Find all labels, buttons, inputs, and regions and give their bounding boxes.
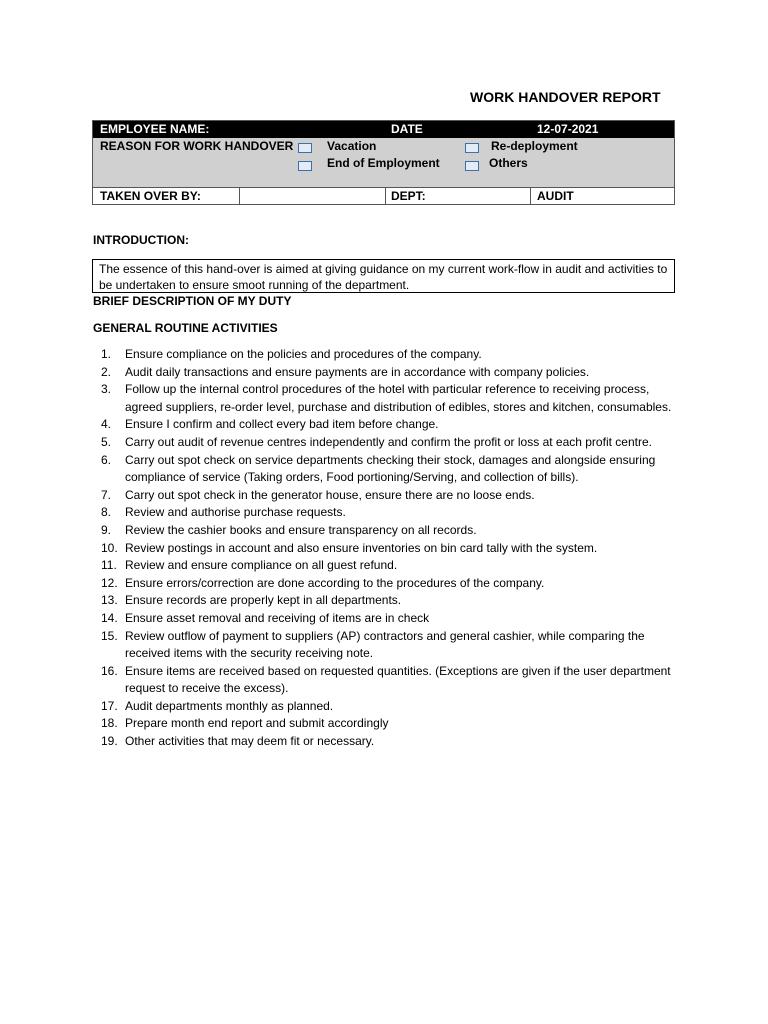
list-item-number: 15. [101, 628, 118, 643]
list-item-text: Ensure asset removal and receiving of items are in check [125, 610, 430, 625]
list-item-text: Follow up the internal control procedures of the hotel with particular reference to receiving process, agreed suppliers, re-order level, purchase and distribution of edibles, stores and kitchen, consumables. [125, 382, 672, 414]
list-item-text: Audit daily transactions and ensure payments are in accordance with company policies. [125, 364, 590, 379]
list-item [92, 364, 682, 382]
list-item [92, 522, 682, 540]
cell-divider [239, 188, 240, 205]
list-item-number: 2. [101, 364, 112, 379]
list-item [92, 715, 682, 733]
list-item-text: Ensure errors/correction are done according to the procedures of the company. [125, 575, 545, 590]
list-item-number: 1. [101, 347, 112, 361]
others-label: Others [489, 156, 528, 170]
list-item [92, 434, 682, 452]
list-item-text: Ensure records are properly kept in all departments. [125, 593, 402, 608]
list-item-text: Carry out spot check on service departments checking their stock, damages and alongside ensuring compliance of service (Taking orders, Food portioning/Serving, and collection of bills). [125, 452, 656, 485]
list-item-number: 18. [101, 716, 118, 731]
list-item [92, 592, 682, 610]
list-item-number: 9. [101, 522, 112, 537]
list-item-text: Prepare month end report and submit accordingly [125, 716, 389, 731]
list-item-number: 3. [101, 382, 112, 397]
list-item-text: Review and authorise purchase requests. [125, 505, 346, 520]
employee-row [93, 121, 674, 138]
duty-heading: BRIEF DESCRIPTION OF MY DUTY [93, 294, 292, 308]
handover-header-table [92, 120, 675, 205]
cell-divider [385, 188, 386, 205]
vacation-label: Vacation [327, 139, 377, 153]
list-item [92, 628, 682, 663]
end-of-employment-checkbox[interactable] [298, 161, 312, 171]
date-value: 12-07-2021 [537, 122, 599, 136]
employee-name-label: EMPLOYEE NAME: [100, 122, 210, 136]
introduction-heading: INTRODUCTION: [93, 233, 189, 247]
list-item-number: 11. [101, 558, 117, 573]
list-item-number: 8. [101, 505, 112, 520]
reason-label: REASON FOR WORK HANDOVER [100, 139, 294, 153]
list-item [92, 663, 682, 698]
list-item-number: 19. [101, 734, 118, 749]
list-item-text: Review postings in account and also ensure inventories on bin card tally with the system. [125, 540, 598, 555]
list-item [92, 381, 682, 416]
list-item [92, 504, 682, 522]
list-item [92, 698, 682, 716]
list-item-number: 13. [101, 593, 118, 608]
dept-label: DEPT: [391, 189, 426, 203]
routine-activities-list [92, 346, 682, 751]
list-item-text: Carry out spot check in the generator house, ensure there are no loose ends. [125, 487, 535, 502]
date-label: DATE [391, 122, 423, 136]
list-item [92, 557, 682, 575]
list-item-number: 4. [101, 417, 112, 432]
list-item-text: Other activities that may deem fit or necessary. [125, 734, 375, 749]
list-item-number: 12. [101, 575, 118, 590]
list-item-number: 5. [101, 434, 112, 449]
list-item [92, 540, 682, 558]
list-item-text: Carry out audit of revenue centres independently and confirm the profit or loss at each profit centre. [125, 434, 652, 449]
end-of-employment-label: End of Employment [327, 156, 440, 170]
list-item-text: Review outflow of payment to suppliers (AP) contractors and general cashier, while comparing the received items with the security receiving note. [125, 628, 645, 661]
document-title: WORK HANDOVER REPORT [470, 89, 661, 105]
introduction-text: The essence of this hand-over is aimed at giving guidance on my current work-flow in audit and activities to be undertaken to ensure smoot running of the department. [92, 259, 675, 293]
list-item [92, 346, 682, 364]
list-item-number: 16. [101, 663, 118, 678]
redeployment-label: Re-deployment [491, 139, 578, 153]
dept-value: AUDIT [537, 189, 574, 203]
list-item [92, 575, 682, 593]
list-item-number: 6. [101, 452, 112, 467]
list-item-text: Ensure items are received based on requested quantities. (Exceptions are given if the user department request to receive the excess). [125, 663, 671, 696]
list-item-number: 7. [101, 487, 112, 502]
vacation-checkbox[interactable] [298, 143, 312, 153]
taken-over-label: TAKEN OVER BY: [100, 189, 201, 203]
list-item-number: 14. [101, 610, 118, 625]
list-item [92, 733, 682, 751]
list-item-text: Ensure I confirm and collect every bad item before change. [125, 417, 439, 432]
list-item [92, 487, 682, 505]
list-item-number: 10. [101, 540, 118, 555]
list-item-text: Ensure compliance on the policies and procedures of the company. [125, 347, 482, 361]
list-item [92, 416, 682, 434]
list-item [92, 610, 682, 628]
list-item-text: Review the cashier books and ensure transparency on all records. [125, 522, 477, 537]
list-item-text: Review and ensure compliance on all guest refund. [125, 558, 398, 573]
redeployment-checkbox[interactable] [465, 143, 479, 153]
routine-activities-heading: GENERAL ROUTINE ACTIVITIES [93, 321, 278, 335]
list-item [92, 452, 682, 487]
list-item-number: 17. [101, 698, 118, 713]
cell-divider [530, 188, 531, 205]
others-checkbox[interactable] [465, 161, 479, 171]
list-item-text: Audit departments monthly as planned. [125, 698, 334, 713]
taken-over-row [93, 188, 674, 205]
reason-row [93, 138, 674, 188]
